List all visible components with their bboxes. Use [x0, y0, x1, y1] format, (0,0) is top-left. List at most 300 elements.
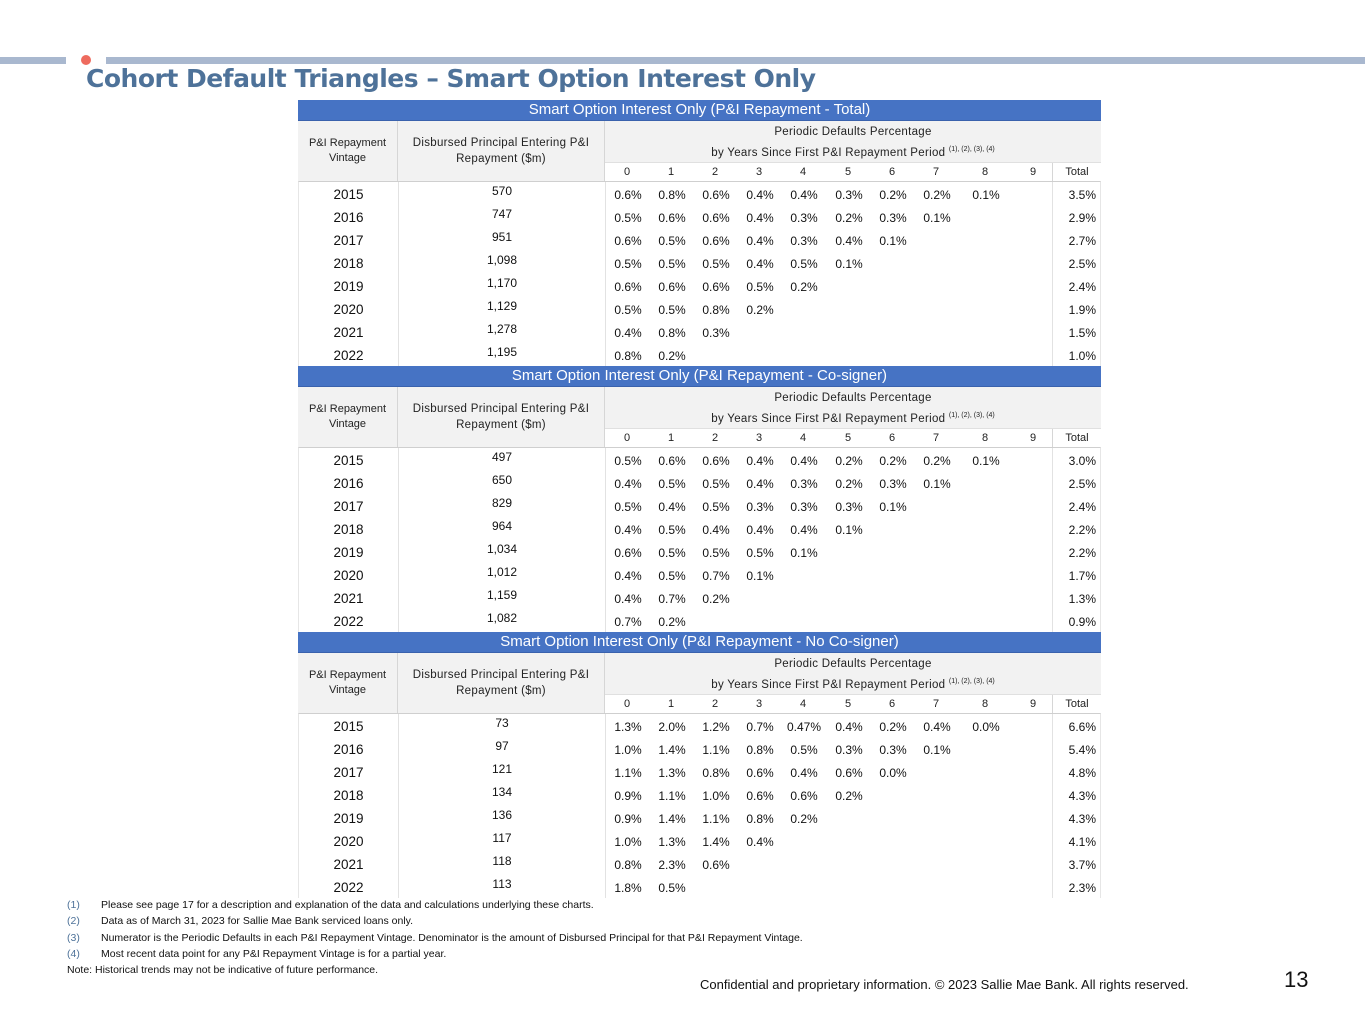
default-rate-cell: 0.4%	[746, 234, 774, 248]
header-year-6: 6	[888, 432, 896, 444]
default-rate-cell: 0.8%	[658, 326, 686, 340]
default-rate-cell: 0.5%	[702, 477, 730, 491]
default-rate-cell: 0.4%	[614, 523, 642, 537]
default-rate-cell: 0.5%	[614, 500, 642, 514]
default-rate-cell: 0.1%	[746, 569, 774, 583]
principal-cell: 121	[491, 762, 513, 776]
default-rate-cell: 2.0%	[658, 720, 686, 734]
default-rate-cell: 0.3%	[790, 477, 818, 491]
default-rate-cell: 0.6%	[614, 546, 642, 560]
header-year-0: 0	[623, 166, 631, 178]
header-years-row	[605, 694, 1101, 714]
header-year-5: 5	[844, 698, 852, 710]
table-row	[299, 228, 1100, 251]
header-footnote-refs: (1), (2), (3), (4)	[948, 678, 995, 685]
default-rate-cell: 0.4%	[746, 211, 774, 225]
principal-cell: 97	[495, 739, 509, 753]
default-rate-cell: 1.1%	[614, 766, 642, 780]
default-rate-cell: 0.4%	[614, 592, 642, 606]
vintage-cell: 2021	[333, 325, 364, 340]
default-rate-cell: 0.6%	[658, 280, 686, 294]
data-rows	[298, 713, 1101, 898]
default-rate-cell: 0.2%	[658, 349, 686, 363]
default-rate-cell: 0.4%	[835, 234, 863, 248]
table-row	[299, 737, 1100, 760]
table-row	[299, 806, 1100, 829]
default-rate-cell: 0.6%	[702, 211, 730, 225]
default-rate-cell: 0.8%	[658, 188, 686, 202]
table-row	[299, 343, 1100, 366]
default-rate-cell: 0.1%	[879, 500, 907, 514]
section-header: Smart Option Interest Only (P&I Repayment - Co-signer)	[298, 366, 1101, 387]
header-vintage: P&I Repayment Vintage	[298, 653, 398, 713]
header-year-9: 9	[1029, 432, 1037, 444]
default-rate-cell: 0.6%	[614, 234, 642, 248]
default-rate-cell: 2.3%	[658, 858, 686, 872]
table-row	[299, 829, 1100, 852]
vintage-cell: 2020	[333, 834, 364, 849]
default-rate-cell: 0.0%	[879, 766, 907, 780]
default-rate-cell: 0.6%	[614, 280, 642, 294]
default-rate-cell: 0.5%	[614, 454, 642, 468]
performance-note: Note: Historical trends may not be indicative of future performance.	[67, 964, 379, 977]
default-rate-cell: 0.5%	[702, 546, 730, 560]
header-principal: Disbursed Principal Entering P&I Repayment ($m)	[398, 653, 605, 713]
header-year-3: 3	[755, 166, 763, 178]
table-row	[299, 274, 1100, 297]
default-rate-cell: 0.5%	[614, 211, 642, 225]
header-year-1: 1	[667, 432, 675, 444]
default-rate-cell: 0.6%	[746, 789, 774, 803]
total-cell: 2.3%	[1068, 881, 1096, 895]
header-year-9: 9	[1029, 166, 1037, 178]
default-rate-cell: 0.5%	[790, 257, 818, 271]
table-row	[299, 448, 1100, 471]
total-cell: 1.3%	[1068, 592, 1096, 606]
principal-cell: 1,195	[486, 345, 518, 359]
header-year-7: 7	[932, 432, 940, 444]
header-year-5: 5	[844, 166, 852, 178]
header-year-1: 1	[667, 166, 675, 178]
default-rate-cell: 0.2%	[879, 454, 907, 468]
default-rate-cell: 0.6%	[658, 211, 686, 225]
footnote-number: (3)	[67, 931, 80, 944]
default-rate-cell: 0.1%	[972, 188, 1000, 202]
default-rate-cell: 0.5%	[658, 257, 686, 271]
default-rate-cell: 0.4%	[790, 523, 818, 537]
table-row	[299, 471, 1100, 494]
default-rate-cell: 0.6%	[702, 454, 730, 468]
principal-cell: 1,159	[486, 588, 518, 602]
default-rate-cell: 0.5%	[658, 303, 686, 317]
header-periodic-line2: by Years Since First P&I Repayment Period	[711, 413, 946, 425]
default-rate-cell: 0.2%	[879, 188, 907, 202]
default-rate-cell: 0.7%	[658, 592, 686, 606]
principal-cell: 497	[491, 450, 513, 464]
principal-cell: 1,082	[486, 611, 518, 625]
total-cell: 0.9%	[1068, 615, 1096, 629]
header-periodic-line1: Periodic Defaults Percentage	[774, 658, 932, 670]
vintage-cell: 2019	[333, 811, 364, 826]
total-cell: 2.4%	[1068, 500, 1096, 514]
default-rate-cell: 0.5%	[746, 546, 774, 560]
default-rate-cell: 0.4%	[790, 454, 818, 468]
default-rate-cell: 0.2%	[879, 720, 907, 734]
vintage-cell: 2015	[333, 187, 364, 202]
default-rate-cell: 0.47%	[786, 720, 822, 734]
default-rate-cell: 0.4%	[923, 720, 951, 734]
header-year-8: 8	[981, 698, 989, 710]
header-year-2: 2	[711, 698, 719, 710]
vintage-cell: 2016	[333, 476, 364, 491]
header-years-row	[605, 162, 1101, 182]
footnote-text: Data as of March 31, 2023 for Sallie Mae Bank serviced loans only.	[101, 915, 414, 928]
default-rate-cell: 0.6%	[702, 858, 730, 872]
default-rate-cell: 0.2%	[835, 789, 863, 803]
header-footnote-refs: (1), (2), (3), (4)	[948, 146, 995, 153]
default-rate-cell: 0.7%	[746, 720, 774, 734]
table-section	[298, 632, 1101, 898]
principal-cell: 951	[491, 230, 513, 244]
default-rate-cell: 1.3%	[658, 766, 686, 780]
header-rule-right	[106, 57, 1365, 64]
default-rate-cell: 1.0%	[702, 789, 730, 803]
header-year-8: 8	[981, 166, 989, 178]
header-year-5: 5	[844, 432, 852, 444]
total-cell: 5.4%	[1068, 743, 1096, 757]
default-rate-cell: 0.8%	[746, 812, 774, 826]
default-rate-cell: 0.4%	[746, 523, 774, 537]
principal-cell: 1,129	[486, 299, 518, 313]
header-year-4: 4	[799, 166, 807, 178]
header-principal: Disbursed Principal Entering P&I Repayment ($m)	[398, 387, 605, 447]
table-row	[299, 182, 1100, 205]
footnote	[67, 913, 803, 929]
page-number: 13	[1284, 967, 1309, 992]
default-rate-cell: 0.5%	[658, 234, 686, 248]
header-year-2: 2	[711, 166, 719, 178]
default-rate-cell: 0.4%	[790, 766, 818, 780]
table-section	[298, 366, 1101, 632]
header-periodic-line2: by Years Since First P&I Repayment Period	[711, 147, 946, 159]
header-years-row	[605, 428, 1101, 448]
default-rate-cell: 0.3%	[879, 477, 907, 491]
default-rate-cell: 1.8%	[614, 881, 642, 895]
default-rate-cell: 0.2%	[746, 303, 774, 317]
default-rate-cell: 1.3%	[614, 720, 642, 734]
header-year-6: 6	[888, 166, 896, 178]
default-rate-cell: 0.5%	[614, 303, 642, 317]
header-principal: Disbursed Principal Entering P&I Repayment ($m)	[398, 121, 605, 181]
total-cell: 3.5%	[1068, 188, 1096, 202]
footnote-number: (4)	[67, 947, 80, 960]
default-rate-cell: 0.4%	[790, 188, 818, 202]
vintage-cell: 2019	[333, 279, 364, 294]
default-rate-cell: 0.5%	[658, 881, 686, 895]
page-title: Cohort Default Triangles – Smart Option Interest Only	[86, 64, 816, 93]
total-cell: 1.5%	[1068, 326, 1096, 340]
default-rate-cell: 0.6%	[702, 188, 730, 202]
default-rate-cell: 0.2%	[835, 211, 863, 225]
default-rate-cell: 0.4%	[658, 500, 686, 514]
default-rate-cell: 0.2%	[658, 615, 686, 629]
footnote	[67, 897, 803, 913]
total-cell: 2.2%	[1068, 546, 1096, 560]
header-year-1: 1	[667, 698, 675, 710]
default-rate-cell: 0.7%	[614, 615, 642, 629]
vintage-cell: 2022	[333, 880, 364, 895]
principal-cell: 1,170	[486, 276, 518, 290]
header-year-7: 7	[932, 166, 940, 178]
table-row	[299, 517, 1100, 540]
default-rate-cell: 0.3%	[790, 234, 818, 248]
default-rate-cell: 0.7%	[702, 569, 730, 583]
principal-cell: 1,098	[486, 253, 518, 267]
table-row	[299, 609, 1100, 632]
default-rate-cell: 0.4%	[746, 835, 774, 849]
total-cell: 2.5%	[1068, 477, 1096, 491]
default-rate-cell: 0.5%	[658, 569, 686, 583]
default-rate-cell: 0.4%	[746, 477, 774, 491]
principal-cell: 1,012	[486, 565, 518, 579]
default-rate-cell: 0.4%	[614, 477, 642, 491]
default-rate-cell: 0.4%	[614, 569, 642, 583]
header-year-3: 3	[755, 432, 763, 444]
principal-cell: 1,278	[486, 322, 518, 336]
header-year-2: 2	[711, 432, 719, 444]
section-header: Smart Option Interest Only (P&I Repayment - No Co-signer)	[298, 632, 1101, 653]
default-rate-cell: 0.5%	[746, 280, 774, 294]
principal-cell: 964	[491, 519, 513, 533]
default-rate-cell: 0.2%	[790, 280, 818, 294]
vintage-cell: 2017	[333, 233, 364, 248]
default-rate-cell: 0.6%	[702, 280, 730, 294]
footnote-text: Numerator is the Periodic Defaults in each P&I Repayment Vintage. Denominator is the amount of Disbursed Principal for that P&I Repayment Vintage.	[101, 931, 803, 944]
default-rate-cell: 0.3%	[746, 500, 774, 514]
default-rate-cell: 0.6%	[614, 188, 642, 202]
header-year-3: 3	[755, 698, 763, 710]
total-cell: 1.0%	[1068, 349, 1096, 363]
vintage-cell: 2016	[333, 210, 364, 225]
principal-cell: 829	[491, 496, 513, 510]
vintage-cell: 2018	[333, 788, 364, 803]
principal-cell: 1,034	[486, 542, 518, 556]
default-rate-cell: 0.4%	[746, 454, 774, 468]
total-cell: 4.8%	[1068, 766, 1096, 780]
table-row	[299, 760, 1100, 783]
header-footnote-refs: (1), (2), (3), (4)	[948, 412, 995, 419]
header-vintage: P&I Repayment Vintage	[298, 387, 398, 447]
default-rate-cell: 0.2%	[923, 454, 951, 468]
table-row	[299, 297, 1100, 320]
header-vintage: P&I Repayment Vintage	[298, 121, 398, 181]
footnote-number: (2)	[67, 915, 80, 928]
default-rate-cell: 0.9%	[614, 789, 642, 803]
default-rate-cell: 0.8%	[614, 858, 642, 872]
vintage-cell: 2017	[333, 499, 364, 514]
footnote-text: Please see page 17 for a description and explanation of the data and calculations underlying these charts.	[101, 899, 594, 911]
default-rate-cell: 0.6%	[702, 234, 730, 248]
footnote-text: Most recent data point for any P&I Repayment Vintage is for a partial year.	[101, 947, 447, 960]
total-cell: 1.9%	[1068, 303, 1096, 317]
principal-cell: 650	[491, 473, 513, 487]
default-rate-cell: 0.2%	[835, 454, 863, 468]
default-rate-cell: 0.3%	[879, 211, 907, 225]
default-rate-cell: 0.8%	[702, 303, 730, 317]
default-rate-cell: 1.4%	[658, 743, 686, 757]
header-total: Total	[1052, 163, 1101, 182]
footnote	[67, 930, 803, 946]
vintage-cell: 2018	[333, 256, 364, 271]
header-year-4: 4	[799, 698, 807, 710]
header-total: Total	[1052, 429, 1101, 448]
total-cell: 4.1%	[1068, 835, 1096, 849]
header-periodic-defaults	[605, 387, 1101, 427]
data-rows	[298, 181, 1101, 366]
default-rate-cell: 0.1%	[790, 546, 818, 560]
default-rate-cell: 1.1%	[702, 743, 730, 757]
default-rate-cell: 0.6%	[790, 789, 818, 803]
table-row	[299, 586, 1100, 609]
principal-cell: 134	[491, 785, 513, 799]
total-cell: 3.0%	[1068, 454, 1096, 468]
default-rate-cell: 1.4%	[702, 835, 730, 849]
default-rate-cell: 0.6%	[658, 454, 686, 468]
default-rate-cell: 0.1%	[923, 477, 951, 491]
table-row	[299, 563, 1100, 586]
data-rows	[298, 447, 1101, 632]
default-rate-cell: 0.0%	[972, 720, 1000, 734]
default-rate-cell: 1.0%	[614, 835, 642, 849]
default-rate-cell: 0.1%	[923, 211, 951, 225]
total-cell: 4.3%	[1068, 789, 1096, 803]
principal-cell: 570	[491, 184, 513, 198]
footnotes	[67, 897, 803, 978]
table-row	[299, 494, 1100, 517]
footnote	[67, 946, 803, 962]
default-rate-cell: 0.1%	[972, 454, 1000, 468]
vintage-cell: 2018	[333, 522, 364, 537]
vintage-cell: 2019	[333, 545, 364, 560]
header-periodic-line1: Periodic Defaults Percentage	[774, 392, 932, 404]
default-rate-cell: 1.1%	[658, 789, 686, 803]
header-year-7: 7	[932, 698, 940, 710]
table-row	[299, 852, 1100, 875]
default-rate-cell: 0.1%	[835, 257, 863, 271]
footnote-number: (1)	[67, 899, 80, 911]
default-rate-cell: 0.5%	[702, 257, 730, 271]
column-header-block	[298, 387, 1101, 447]
default-rate-cell: 1.0%	[614, 743, 642, 757]
default-rate-cell: 0.4%	[614, 326, 642, 340]
default-rate-cell: 0.5%	[614, 257, 642, 271]
total-cell: 1.7%	[1068, 569, 1096, 583]
confidential-notice: Confidential and proprietary information. © 2023 Sallie Mae Bank. All rights reserved.	[700, 977, 1189, 992]
header-periodic-defaults	[605, 653, 1101, 693]
default-rate-cell: 0.4%	[746, 188, 774, 202]
table-row	[299, 251, 1100, 274]
header-year-4: 4	[799, 432, 807, 444]
total-cell: 4.3%	[1068, 812, 1096, 826]
header-rule-left	[0, 57, 66, 64]
default-rate-cell: 0.6%	[746, 766, 774, 780]
default-rate-cell: 0.8%	[614, 349, 642, 363]
default-rate-cell: 0.6%	[835, 766, 863, 780]
header-year-8: 8	[981, 432, 989, 444]
column-header-block	[298, 653, 1101, 713]
header-year-0: 0	[623, 698, 631, 710]
vintage-cell: 2021	[333, 591, 364, 606]
total-cell: 2.5%	[1068, 257, 1096, 271]
default-rate-cell: 0.3%	[835, 500, 863, 514]
default-rate-cell: 0.3%	[879, 743, 907, 757]
principal-cell: 117	[492, 831, 512, 845]
default-rate-cell: 0.4%	[835, 720, 863, 734]
default-rate-cell: 0.3%	[702, 326, 730, 340]
default-rate-cell: 0.2%	[702, 592, 730, 606]
default-rate-cell: 0.8%	[746, 743, 774, 757]
header-year-9: 9	[1029, 698, 1037, 710]
default-rate-cell: 1.3%	[658, 835, 686, 849]
default-rate-cell: 0.2%	[835, 477, 863, 491]
vintage-cell: 2016	[333, 742, 364, 757]
header-periodic-defaults	[605, 121, 1101, 161]
total-cell: 2.4%	[1068, 280, 1096, 294]
default-rate-cell: 0.3%	[835, 188, 863, 202]
table-row	[299, 320, 1100, 343]
vintage-cell: 2022	[333, 348, 364, 363]
default-rate-cell: 1.2%	[702, 720, 730, 734]
total-cell: 2.9%	[1068, 211, 1096, 225]
default-rate-cell: 1.1%	[702, 812, 730, 826]
default-rate-cell: 0.5%	[658, 523, 686, 537]
header-year-6: 6	[888, 698, 896, 710]
vintage-cell: 2015	[333, 453, 364, 468]
cohort-tables	[298, 100, 1101, 898]
table-row	[299, 875, 1100, 898]
total-cell: 3.7%	[1068, 858, 1096, 872]
table-section	[298, 100, 1101, 366]
default-rate-cell: 1.4%	[658, 812, 686, 826]
vintage-cell: 2015	[333, 719, 364, 734]
principal-cell: 747	[491, 207, 513, 221]
section-header: Smart Option Interest Only (P&I Repayment - Total)	[298, 100, 1101, 121]
default-rate-cell: 0.3%	[835, 743, 863, 757]
default-rate-cell: 0.5%	[790, 743, 818, 757]
default-rate-cell: 0.3%	[790, 211, 818, 225]
default-rate-cell: 0.9%	[614, 812, 642, 826]
default-rate-cell: 0.5%	[658, 477, 686, 491]
total-cell: 6.6%	[1068, 720, 1096, 734]
default-rate-cell: 0.1%	[923, 743, 951, 757]
vintage-cell: 2022	[333, 614, 364, 629]
table-row	[299, 783, 1100, 806]
default-rate-cell: 0.1%	[879, 234, 907, 248]
header-year-0: 0	[623, 432, 631, 444]
default-rate-cell: 0.4%	[702, 523, 730, 537]
default-rate-cell: 0.4%	[746, 257, 774, 271]
default-rate-cell: 0.2%	[923, 188, 951, 202]
default-rate-cell: 0.5%	[658, 546, 686, 560]
total-cell: 2.2%	[1068, 523, 1096, 537]
principal-cell: 113	[492, 877, 512, 891]
header-periodic-line1: Periodic Defaults Percentage	[774, 126, 932, 138]
table-row	[299, 205, 1100, 228]
column-header-block	[298, 121, 1101, 181]
table-row	[299, 540, 1100, 563]
header-periodic-line2: by Years Since First P&I Repayment Period	[711, 679, 946, 691]
default-rate-cell: 0.8%	[702, 766, 730, 780]
